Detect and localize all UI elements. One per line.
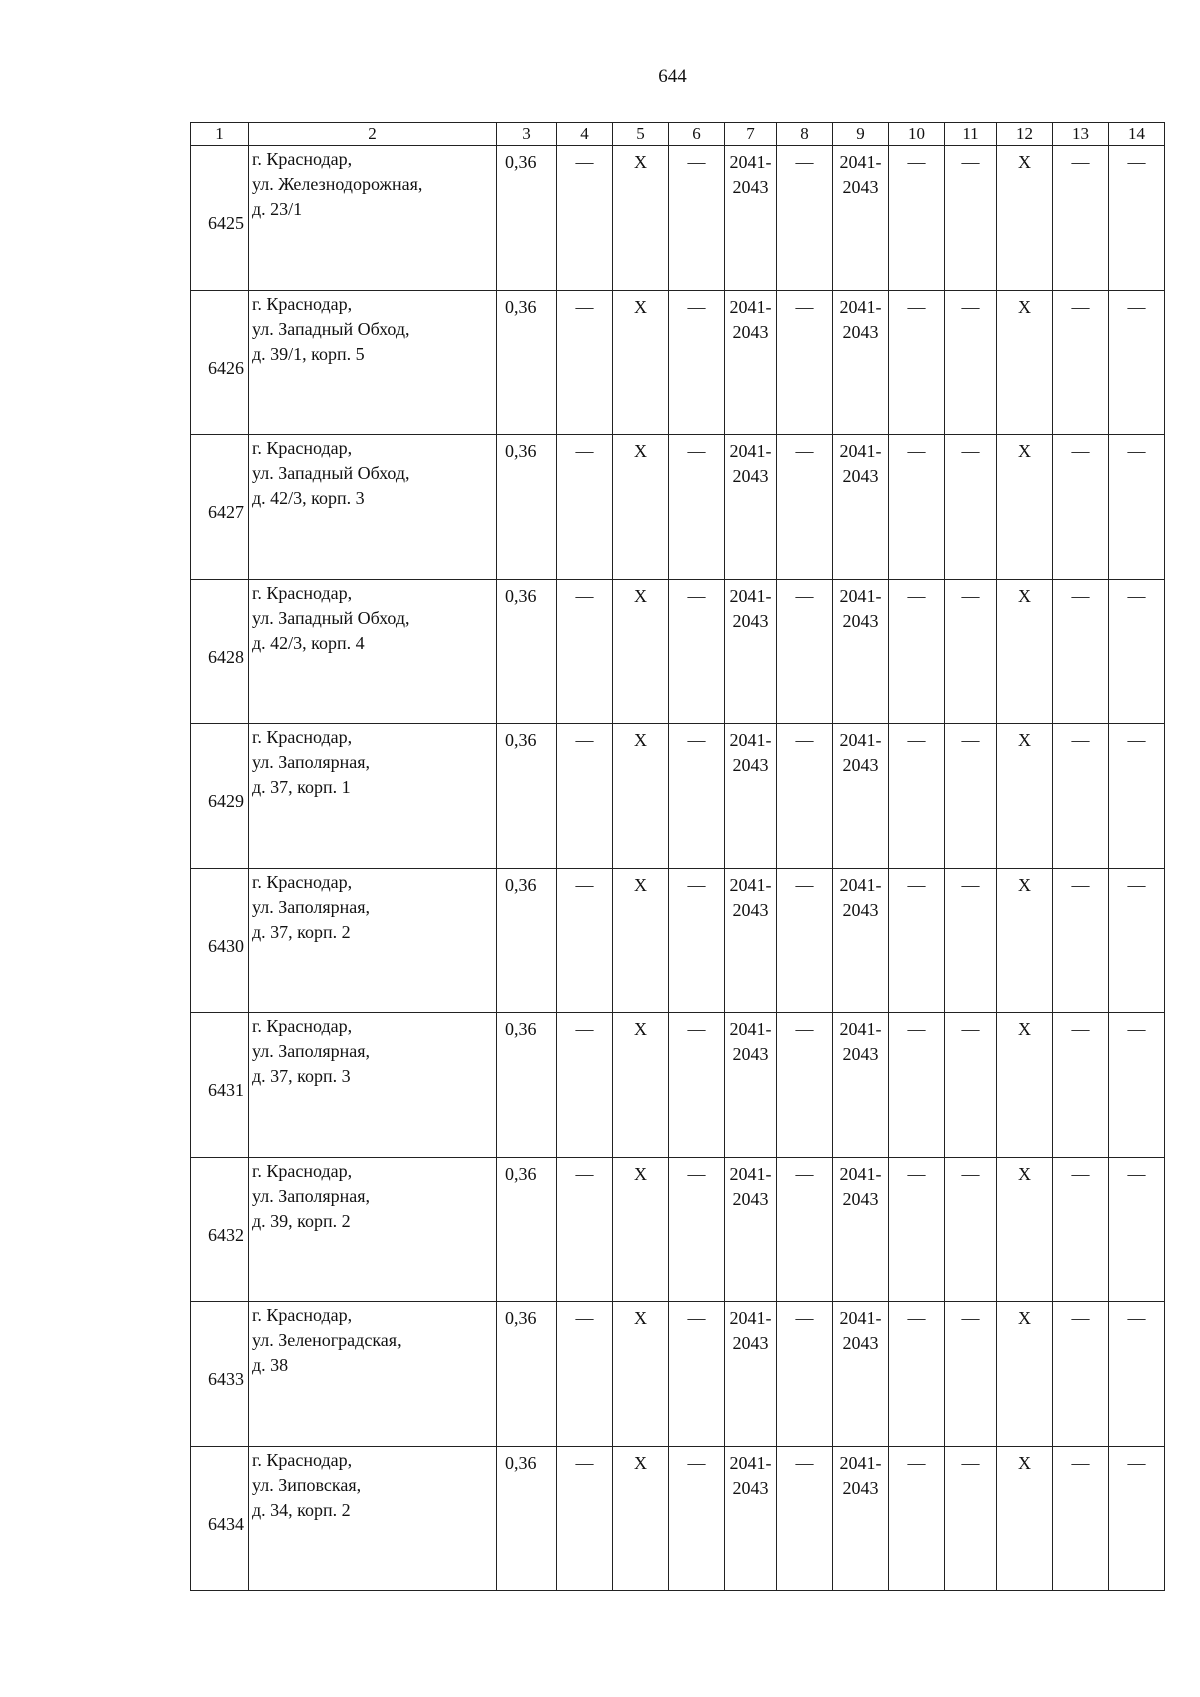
column-header-8: 8: [777, 123, 833, 146]
row-number: 6425: [191, 146, 249, 291]
cell-col8: —: [777, 724, 833, 869]
cell-col5: X: [613, 579, 669, 724]
cell-col10: —: [889, 1157, 945, 1302]
cell-col6: —: [669, 1446, 725, 1591]
table-row: [191, 1446, 1165, 1591]
row-number: 6429: [191, 724, 249, 869]
cell-col6: —: [669, 1157, 725, 1302]
table-body: [191, 146, 1165, 1591]
table-row: [191, 146, 1165, 291]
data-table: [190, 122, 1165, 1591]
cell-col6: —: [669, 290, 725, 435]
cell-col11: —: [945, 868, 997, 1013]
cell-col9: 2041- 2043: [833, 290, 889, 435]
cell-col8: —: [777, 435, 833, 580]
cell-col13: —: [1053, 579, 1109, 724]
cell-col9: 2041- 2043: [833, 724, 889, 869]
cell-col9: 2041- 2043: [833, 1157, 889, 1302]
row-number: 6430: [191, 868, 249, 1013]
row-number: 6426: [191, 290, 249, 435]
row-number: 6431: [191, 1013, 249, 1158]
cell-col8: —: [777, 1302, 833, 1447]
cell-col4: —: [557, 435, 613, 580]
cell-col4: —: [557, 1013, 613, 1158]
cell-col7: 2041- 2043: [725, 724, 777, 869]
address-cell: г. Краснодар, ул. Западный Обход, д. 42/3, корп. 4: [249, 579, 497, 724]
table-row: [191, 579, 1165, 724]
cell-col11: —: [945, 146, 997, 291]
cell-col3: 0,36: [497, 290, 557, 435]
table-row: [191, 724, 1165, 869]
table-row: [191, 290, 1165, 435]
column-header-13: 13: [1053, 123, 1109, 146]
address-cell: г. Краснодар, ул. Западный Обход, д. 42/3, корп. 3: [249, 435, 497, 580]
column-header-7: 7: [725, 123, 777, 146]
cell-col11: —: [945, 1157, 997, 1302]
page-number: 644: [658, 66, 687, 87]
cell-col7: 2041- 2043: [725, 1302, 777, 1447]
cell-col7: 2041- 2043: [725, 1157, 777, 1302]
cell-col12: X: [997, 724, 1053, 869]
cell-col9: 2041- 2043: [833, 1013, 889, 1158]
address-cell: г. Краснодар, ул. Заполярная, д. 39, корп. 2: [249, 1157, 497, 1302]
row-number: 6427: [191, 435, 249, 580]
cell-col3: 0,36: [497, 1446, 557, 1591]
cell-col14: —: [1109, 868, 1165, 1013]
cell-col4: —: [557, 290, 613, 435]
cell-col3: 0,36: [497, 868, 557, 1013]
cell-col11: —: [945, 1013, 997, 1158]
cell-col13: —: [1053, 1446, 1109, 1591]
cell-col12: X: [997, 146, 1053, 291]
cell-col10: —: [889, 579, 945, 724]
address-cell: г. Краснодар, ул. Зиповская, д. 34, корп. 2: [249, 1446, 497, 1591]
table-row: [191, 1302, 1165, 1447]
column-header-10: 10: [889, 123, 945, 146]
cell-col14: —: [1109, 724, 1165, 869]
cell-col3: 0,36: [497, 435, 557, 580]
cell-col5: X: [613, 146, 669, 291]
cell-col7: 2041- 2043: [725, 146, 777, 291]
row-number: 6432: [191, 1157, 249, 1302]
column-header-1: 1: [191, 123, 249, 146]
cell-col11: —: [945, 435, 997, 580]
cell-col13: —: [1053, 1302, 1109, 1447]
cell-col12: X: [997, 1446, 1053, 1591]
cell-col7: 2041- 2043: [725, 579, 777, 724]
cell-col5: X: [613, 435, 669, 580]
cell-col14: —: [1109, 1302, 1165, 1447]
cell-col10: —: [889, 1446, 945, 1591]
cell-col9: 2041- 2043: [833, 146, 889, 291]
cell-col12: X: [997, 579, 1053, 724]
column-header-9: 9: [833, 123, 889, 146]
cell-col10: —: [889, 724, 945, 869]
column-header-6: 6: [669, 123, 725, 146]
cell-col12: X: [997, 868, 1053, 1013]
cell-col4: —: [557, 146, 613, 291]
cell-col9: 2041- 2043: [833, 579, 889, 724]
table-header: [191, 123, 1165, 146]
cell-col3: 0,36: [497, 1302, 557, 1447]
cell-col11: —: [945, 724, 997, 869]
cell-col6: —: [669, 1302, 725, 1447]
table-row: [191, 435, 1165, 580]
cell-col13: —: [1053, 435, 1109, 580]
cell-col5: X: [613, 1013, 669, 1158]
cell-col8: —: [777, 579, 833, 724]
cell-col14: —: [1109, 435, 1165, 580]
cell-col10: —: [889, 1302, 945, 1447]
cell-col13: —: [1053, 1157, 1109, 1302]
cell-col9: 2041- 2043: [833, 435, 889, 580]
cell-col12: X: [997, 290, 1053, 435]
cell-col4: —: [557, 1446, 613, 1591]
cell-col11: —: [945, 1302, 997, 1447]
cell-col10: —: [889, 146, 945, 291]
table-row: [191, 1013, 1165, 1158]
address-cell: г. Краснодар, ул. Железнодорожная, д. 23/1: [249, 146, 497, 291]
cell-col12: X: [997, 1157, 1053, 1302]
row-number: 6428: [191, 579, 249, 724]
header-row: [191, 123, 1165, 146]
row-number: 6433: [191, 1302, 249, 1447]
cell-col8: —: [777, 290, 833, 435]
cell-col14: —: [1109, 579, 1165, 724]
cell-col6: —: [669, 724, 725, 869]
table-row: [191, 1157, 1165, 1302]
cell-col11: —: [945, 290, 997, 435]
cell-col7: 2041- 2043: [725, 290, 777, 435]
cell-col9: 2041- 2043: [833, 868, 889, 1013]
cell-col10: —: [889, 290, 945, 435]
column-header-14: 14: [1109, 123, 1165, 146]
cell-col13: —: [1053, 1013, 1109, 1158]
cell-col10: —: [889, 868, 945, 1013]
cell-col7: 2041- 2043: [725, 1446, 777, 1591]
address-cell: г. Краснодар, ул. Зеленоградская, д. 38: [249, 1302, 497, 1447]
cell-col10: —: [889, 1013, 945, 1158]
cell-col5: X: [613, 1446, 669, 1591]
cell-col6: —: [669, 1013, 725, 1158]
cell-col13: —: [1053, 868, 1109, 1013]
cell-col5: X: [613, 1157, 669, 1302]
cell-col9: 2041- 2043: [833, 1446, 889, 1591]
address-cell: г. Краснодар, ул. Заполярная, д. 37, корп. 3: [249, 1013, 497, 1158]
cell-col7: 2041- 2043: [725, 868, 777, 1013]
cell-col6: —: [669, 868, 725, 1013]
cell-col3: 0,36: [497, 146, 557, 291]
cell-col14: —: [1109, 1446, 1165, 1591]
cell-col6: —: [669, 146, 725, 291]
cell-col4: —: [557, 724, 613, 869]
cell-col3: 0,36: [497, 1157, 557, 1302]
column-header-3: 3: [497, 123, 557, 146]
cell-col5: X: [613, 868, 669, 1013]
cell-col5: X: [613, 1302, 669, 1447]
cell-col4: —: [557, 579, 613, 724]
cell-col10: —: [889, 435, 945, 580]
column-header-4: 4: [557, 123, 613, 146]
cell-col4: —: [557, 1157, 613, 1302]
row-number: 6434: [191, 1446, 249, 1591]
cell-col14: —: [1109, 1157, 1165, 1302]
cell-col7: 2041- 2043: [725, 435, 777, 580]
cell-col8: —: [777, 146, 833, 291]
cell-col7: 2041- 2043: [725, 1013, 777, 1158]
address-cell: г. Краснодар, ул. Западный Обход, д. 39/1, корп. 5: [249, 290, 497, 435]
cell-col12: X: [997, 1302, 1053, 1447]
cell-col5: X: [613, 290, 669, 435]
cell-col6: —: [669, 435, 725, 580]
cell-col11: —: [945, 1446, 997, 1591]
cell-col6: —: [669, 579, 725, 724]
cell-col12: X: [997, 1013, 1053, 1158]
column-header-12: 12: [997, 123, 1053, 146]
cell-col4: —: [557, 1302, 613, 1447]
cell-col5: X: [613, 724, 669, 869]
cell-col14: —: [1109, 1013, 1165, 1158]
cell-col14: —: [1109, 290, 1165, 435]
column-header-5: 5: [613, 123, 669, 146]
cell-col14: —: [1109, 146, 1165, 291]
cell-col8: —: [777, 1157, 833, 1302]
column-header-2: 2: [249, 123, 497, 146]
table-row: [191, 868, 1165, 1013]
cell-col4: —: [557, 868, 613, 1013]
cell-col13: —: [1053, 290, 1109, 435]
column-header-11: 11: [945, 123, 997, 146]
cell-col8: —: [777, 1013, 833, 1158]
cell-col3: 0,36: [497, 1013, 557, 1158]
cell-col8: —: [777, 868, 833, 1013]
address-cell: г. Краснодар, ул. Заполярная, д. 37, корп. 1: [249, 724, 497, 869]
address-cell: г. Краснодар, ул. Заполярная, д. 37, корп. 2: [249, 868, 497, 1013]
cell-col3: 0,36: [497, 724, 557, 869]
cell-col11: —: [945, 579, 997, 724]
cell-col8: —: [777, 1446, 833, 1591]
cell-col13: —: [1053, 146, 1109, 291]
cell-col12: X: [997, 435, 1053, 580]
cell-col9: 2041- 2043: [833, 1302, 889, 1447]
cell-col13: —: [1053, 724, 1109, 869]
cell-col3: 0,36: [497, 579, 557, 724]
